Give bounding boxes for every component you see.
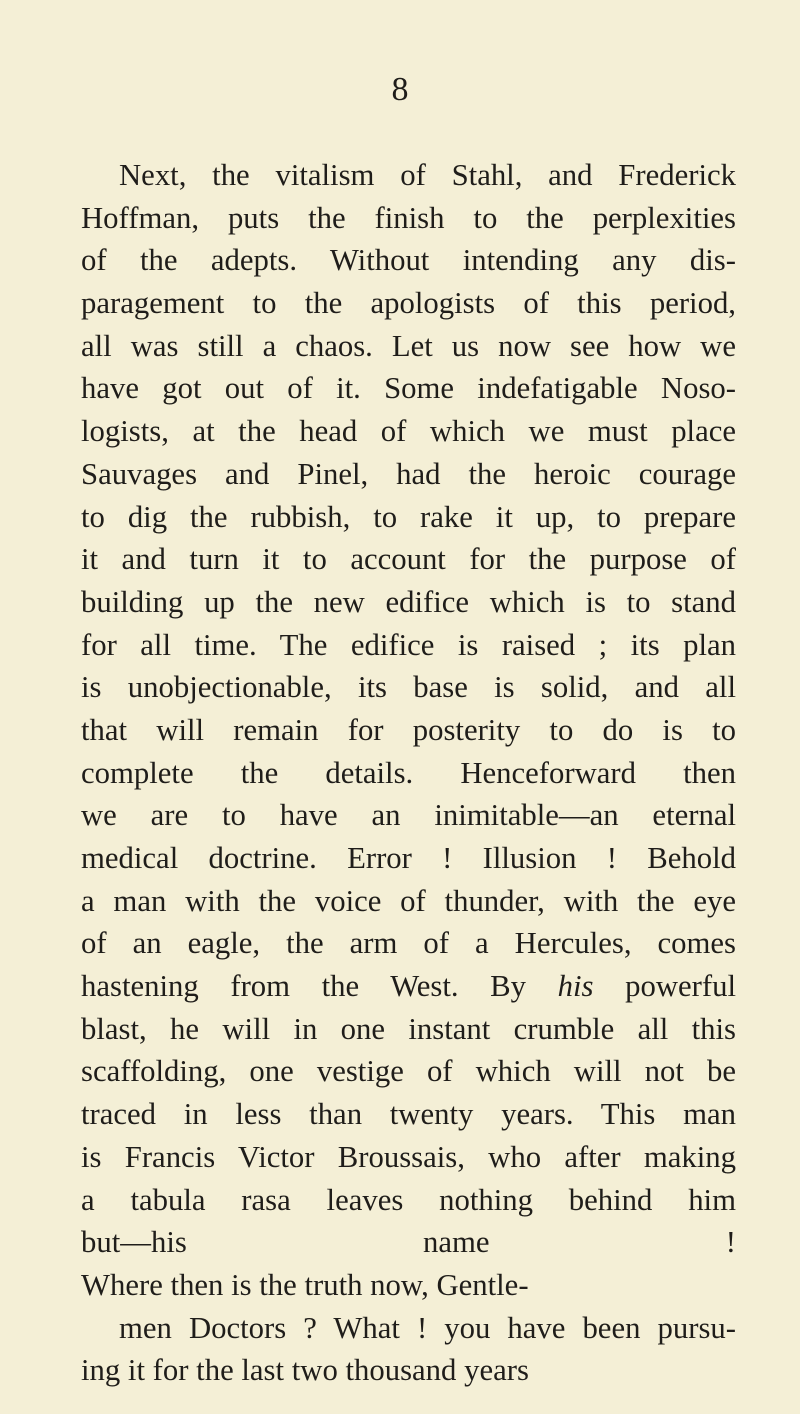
text-line: is unobjectionable, its base is solid, and all <box>81 670 736 705</box>
text-line: medical doctrine. Error ! Illusion ! Behold <box>81 841 736 876</box>
text-line: traced in less than twenty years. This man <box>81 1097 736 1132</box>
text-line: for all time. The edifice is raised ; its plan <box>81 627 736 662</box>
text-line: a man with the voice of thunder, with the eye <box>81 883 736 918</box>
text-line: blast, he will in one instant crumble all this <box>81 1011 736 1046</box>
text-line: have got out of it. Some indefatigable Noso- <box>81 371 736 406</box>
text-line <box>81 965 736 1008</box>
text-line: Where then is the truth now, Gentle- <box>81 1267 529 1302</box>
page-number: 8 <box>391 71 409 108</box>
text-line: is Francis Victor Broussais, who after making <box>81 1139 736 1174</box>
text-line: men Doctors ? What ! you have been pursu- <box>119 1310 736 1345</box>
text-line: logists, at the head of which we must place <box>81 414 736 449</box>
text-line: Next, the vitalism of Stahl, and Frederick <box>119 158 736 192</box>
text-line: to dig the rubbish, to rake it up, to prepare <box>81 499 736 534</box>
text-segment: hastening from the West. By <box>81 969 527 1004</box>
text-segment: powerful <box>625 969 736 1004</box>
text-line: of the adepts. Without intending any dis- <box>81 243 736 278</box>
text-line: all was still a chaos. Let us now see how we <box>81 328 736 363</box>
text-line: Hoffman, puts the finish to the perplexities <box>81 200 736 235</box>
text-line: scaffolding, one vestige of which will not be <box>81 1054 736 1089</box>
text-line: ing it for the last two thousand years <box>81 1353 529 1388</box>
text-line: a tabula rasa leaves nothing behind him <box>81 1182 736 1217</box>
text-line: but—his name ! <box>81 1225 736 1260</box>
italic-word: his <box>557 969 594 1004</box>
text-line: paragement to the apologists of this period, <box>81 286 736 321</box>
text-line: Sauvages and Pinel, had the heroic courage <box>81 456 736 491</box>
text-line: of an eagle, the arm of a Hercules, comes <box>81 926 736 961</box>
text-line: complete the details. Henceforward then <box>81 755 736 790</box>
text-line: that will remain for posterity to do is to <box>81 712 736 747</box>
text-line: we are to have an inimitable—an eternal <box>81 798 736 833</box>
text-line: building up the new edifice which is to stand <box>81 584 736 619</box>
text-line: it and turn it to account for the purpose of <box>81 542 736 577</box>
